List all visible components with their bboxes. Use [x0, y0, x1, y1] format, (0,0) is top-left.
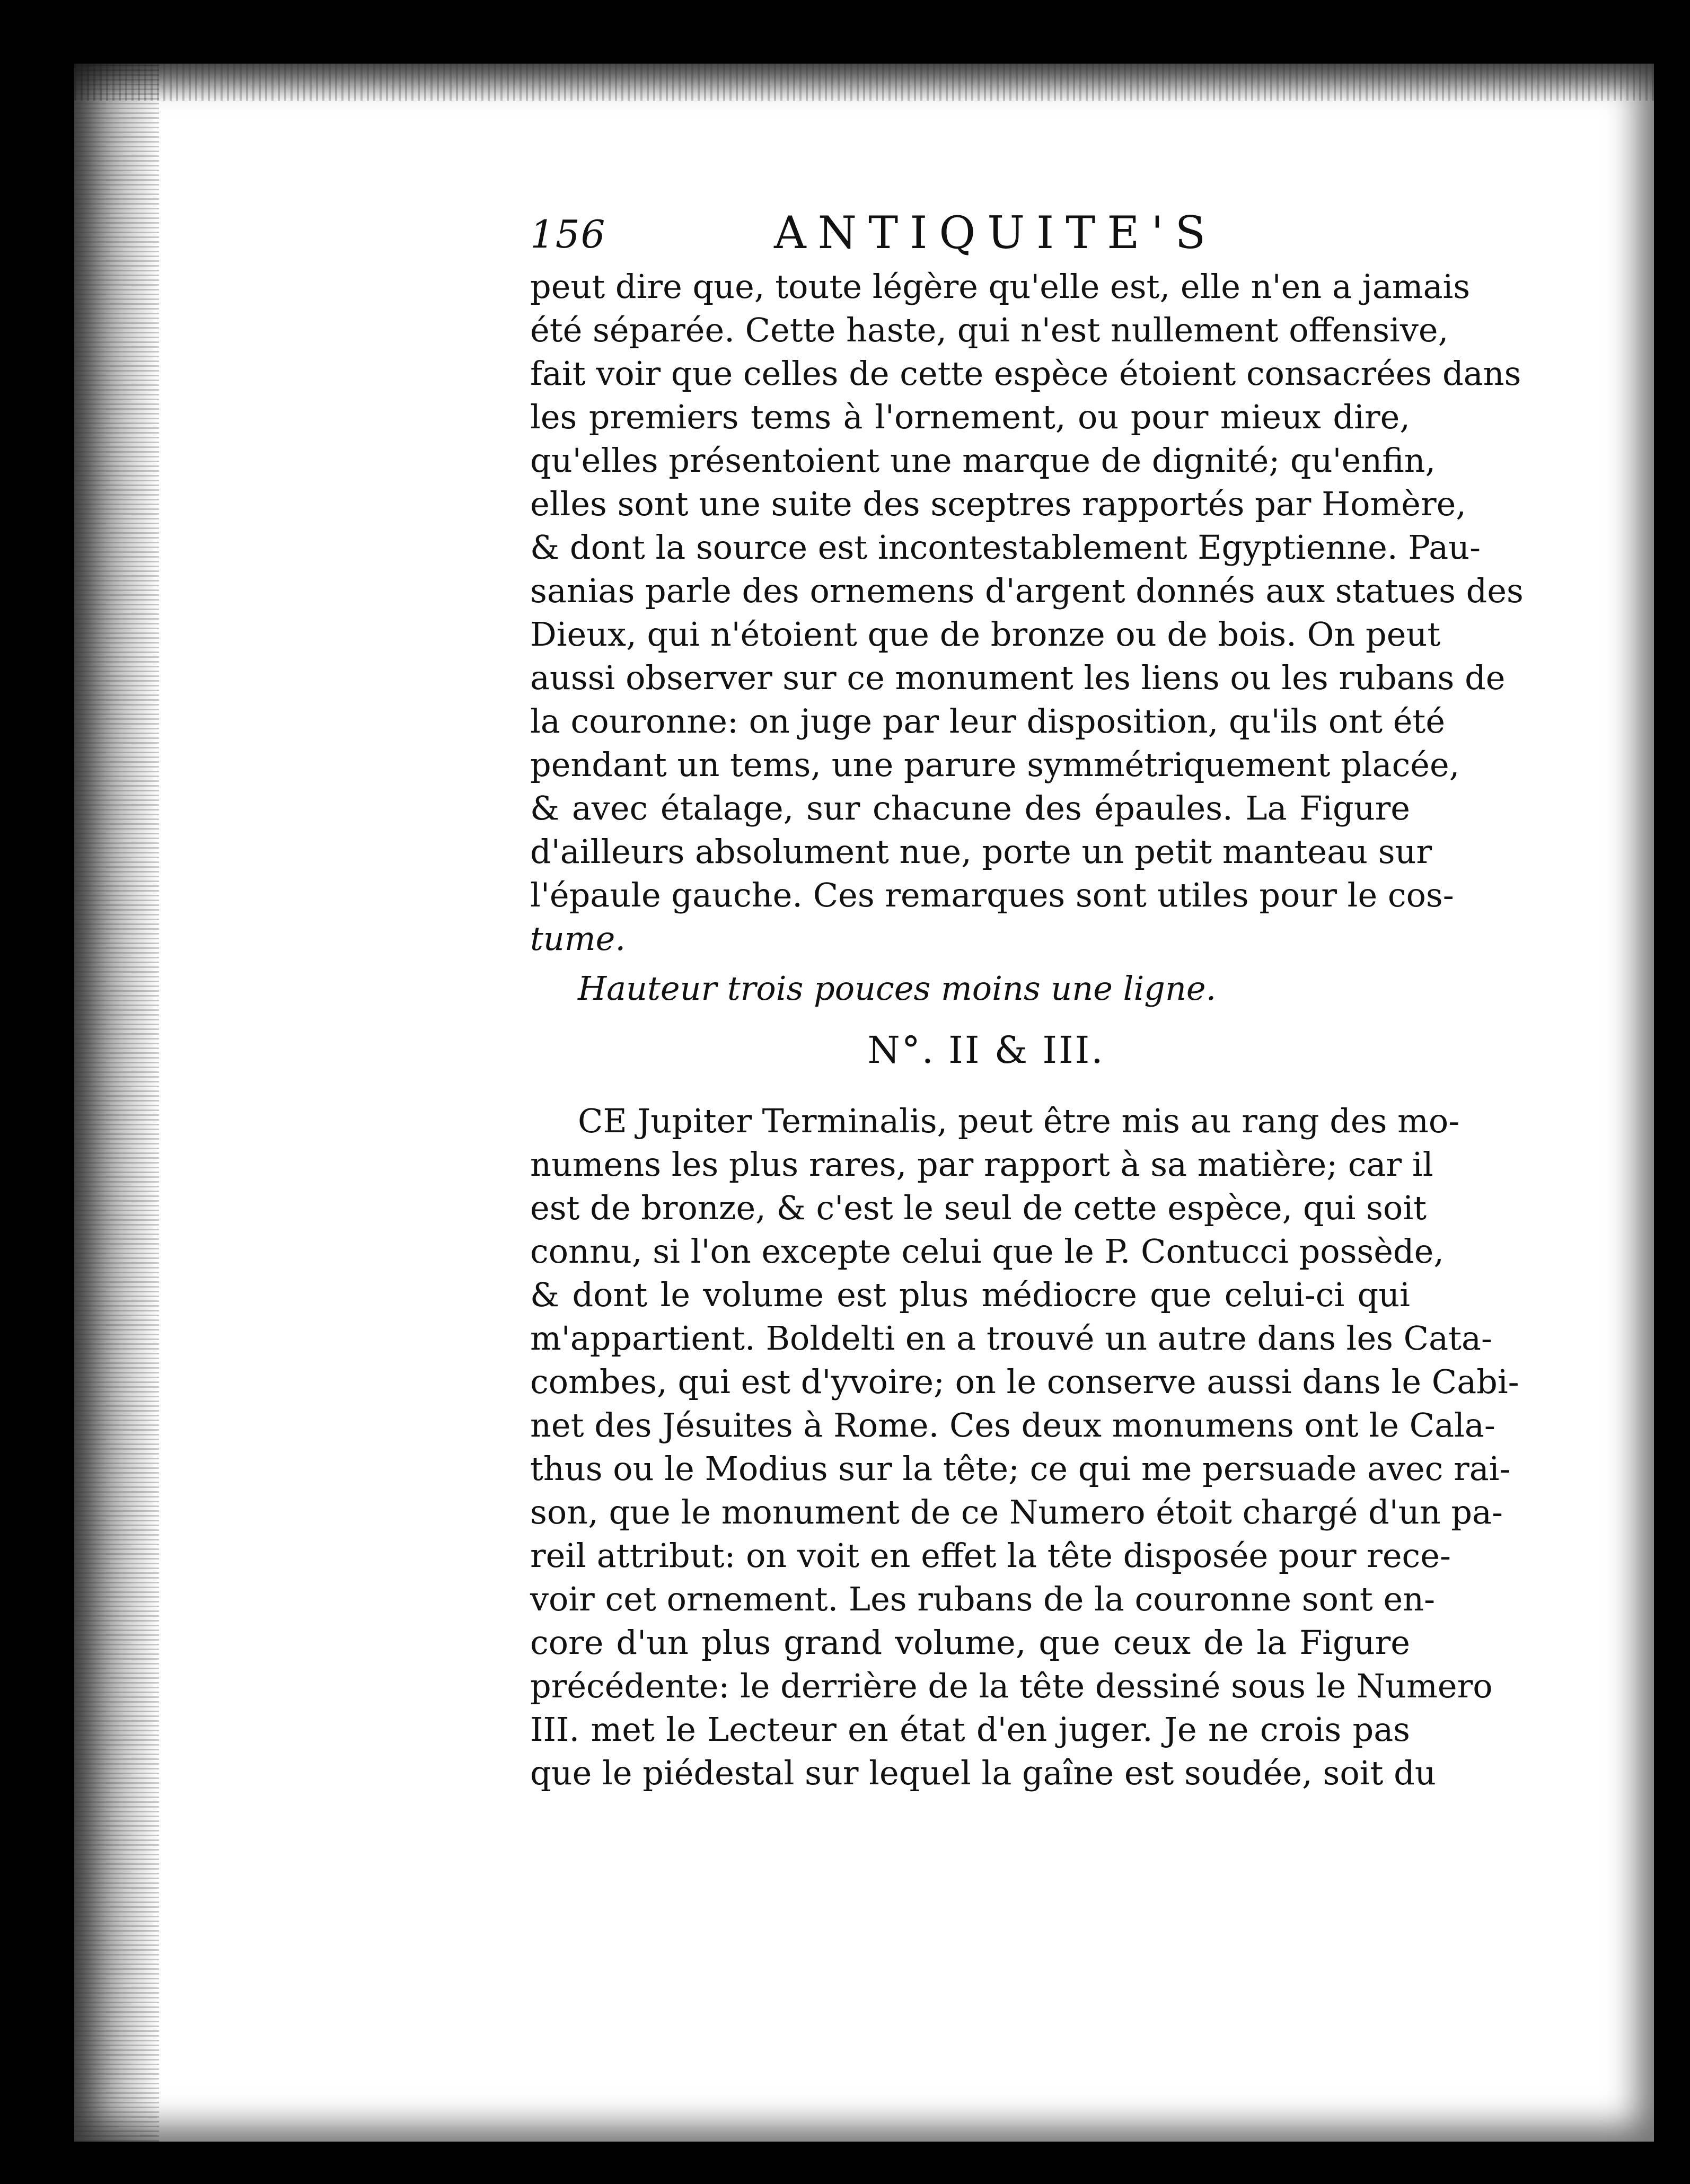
- text-line: que le piédestal sur lequel la gaîne est soudée, soit du: [530, 1754, 1436, 1792]
- text-line: & dont la source est incontestablement Egyptienne. Pau-: [530, 528, 1481, 567]
- text-line: elles sont une suite des sceptres rapportés par Homère,: [530, 485, 1467, 523]
- paragraph-continued: [530, 265, 1524, 961]
- text-line: connu, si l'on excepte celui que le P. Contucci possède,: [530, 1232, 1445, 1271]
- text-line: précédente: le derrière de la tête dessiné sous le Numero: [530, 1667, 1493, 1705]
- text-line: voir cet ornement. Les rubans de la couronne sont en-: [530, 1580, 1436, 1618]
- text-line: III. met le Lecteur en état d'en juger. Je ne crois pas: [530, 1710, 1410, 1749]
- text-line: pendant un tems, une parure symmétriquement placée,: [530, 745, 1460, 784]
- text-line: m'appartient. Boldelti en a trouvé un autre dans les Cata-: [530, 1319, 1492, 1358]
- running-title: ANTIQUITE'S: [774, 207, 1218, 259]
- text-line: peut dire que, toute légère qu'elle est, elle n'en a jamais: [530, 267, 1471, 306]
- text-line: & dont le volume est plus médiocre que celui-ci qui: [530, 1275, 1410, 1314]
- text-line: les premiers tems à l'ornement, ou pour mieux dire,: [530, 398, 1410, 436]
- text-line: tume.: [530, 919, 626, 958]
- text-line: été séparée. Cette haste, qui n'est nullement offensive,: [530, 311, 1449, 349]
- scan-edge-top: [74, 64, 1654, 101]
- text-line: aussi observer sur ce monument les liens ou les rubans de: [530, 658, 1506, 697]
- text-line: net des Jésuites à Rome. Ces deux monumens ont le Cala-: [530, 1406, 1495, 1445]
- page-number: 156: [530, 212, 606, 257]
- text-line: reil attribut: on voit en effet la tête disposée pour rece-: [530, 1536, 1451, 1575]
- text-line: core d'un plus grand volume, que ceux de la Figure: [530, 1623, 1410, 1662]
- section-heading: N°. II & III.: [867, 1028, 1105, 1072]
- scan-edge-left: [74, 64, 159, 2142]
- text-line: CE Jupiter Terminalis, peut être mis au rang des mo-: [578, 1102, 1460, 1140]
- paragraph-section: [530, 1099, 1519, 1795]
- text-line: qu'elles présentoient une marque de dignité; qu'enfin,: [530, 441, 1436, 480]
- text-line: sanias parle des ornemens d'argent donnés aux statues des: [530, 571, 1524, 610]
- text-line: thus ou le Modius sur la tête; ce qui me persuade avec rai-: [530, 1449, 1511, 1488]
- text-line: fait voir que celles de cette espèce étoient consacrées dans: [530, 354, 1521, 393]
- page-header: [530, 201, 1410, 265]
- text-line: l'épaule gauche. Ces remarques sont utiles pour le cos-: [530, 876, 1454, 914]
- text-line: combes, qui est d'yvoire; on le conserve aussi dans le Cabi-: [530, 1362, 1519, 1401]
- text-line: d'ailleurs absolument nue, porte un petit manteau sur: [530, 832, 1432, 871]
- page-content: [530, 201, 1524, 1795]
- dimension-caption: Hauteur trois pouces moins une ligne.: [578, 969, 1217, 1008]
- text-line: Dieux, qui n'étoient que de bronze ou de bois. On peut: [530, 615, 1441, 654]
- text-line: est de bronze, & c'est le seul de cette espèce, qui soit: [530, 1188, 1427, 1227]
- text-line: son, que le monument de ce Numero étoit chargé d'un pa-: [530, 1493, 1503, 1531]
- text-line: la couronne: on juge par leur disposition, qu'ils ont été: [530, 702, 1446, 741]
- text-line: & avec étalage, sur chacune des épaules. La Figure: [530, 789, 1410, 827]
- text-line: numens les plus rares, par rapport à sa matière; car il: [530, 1145, 1433, 1184]
